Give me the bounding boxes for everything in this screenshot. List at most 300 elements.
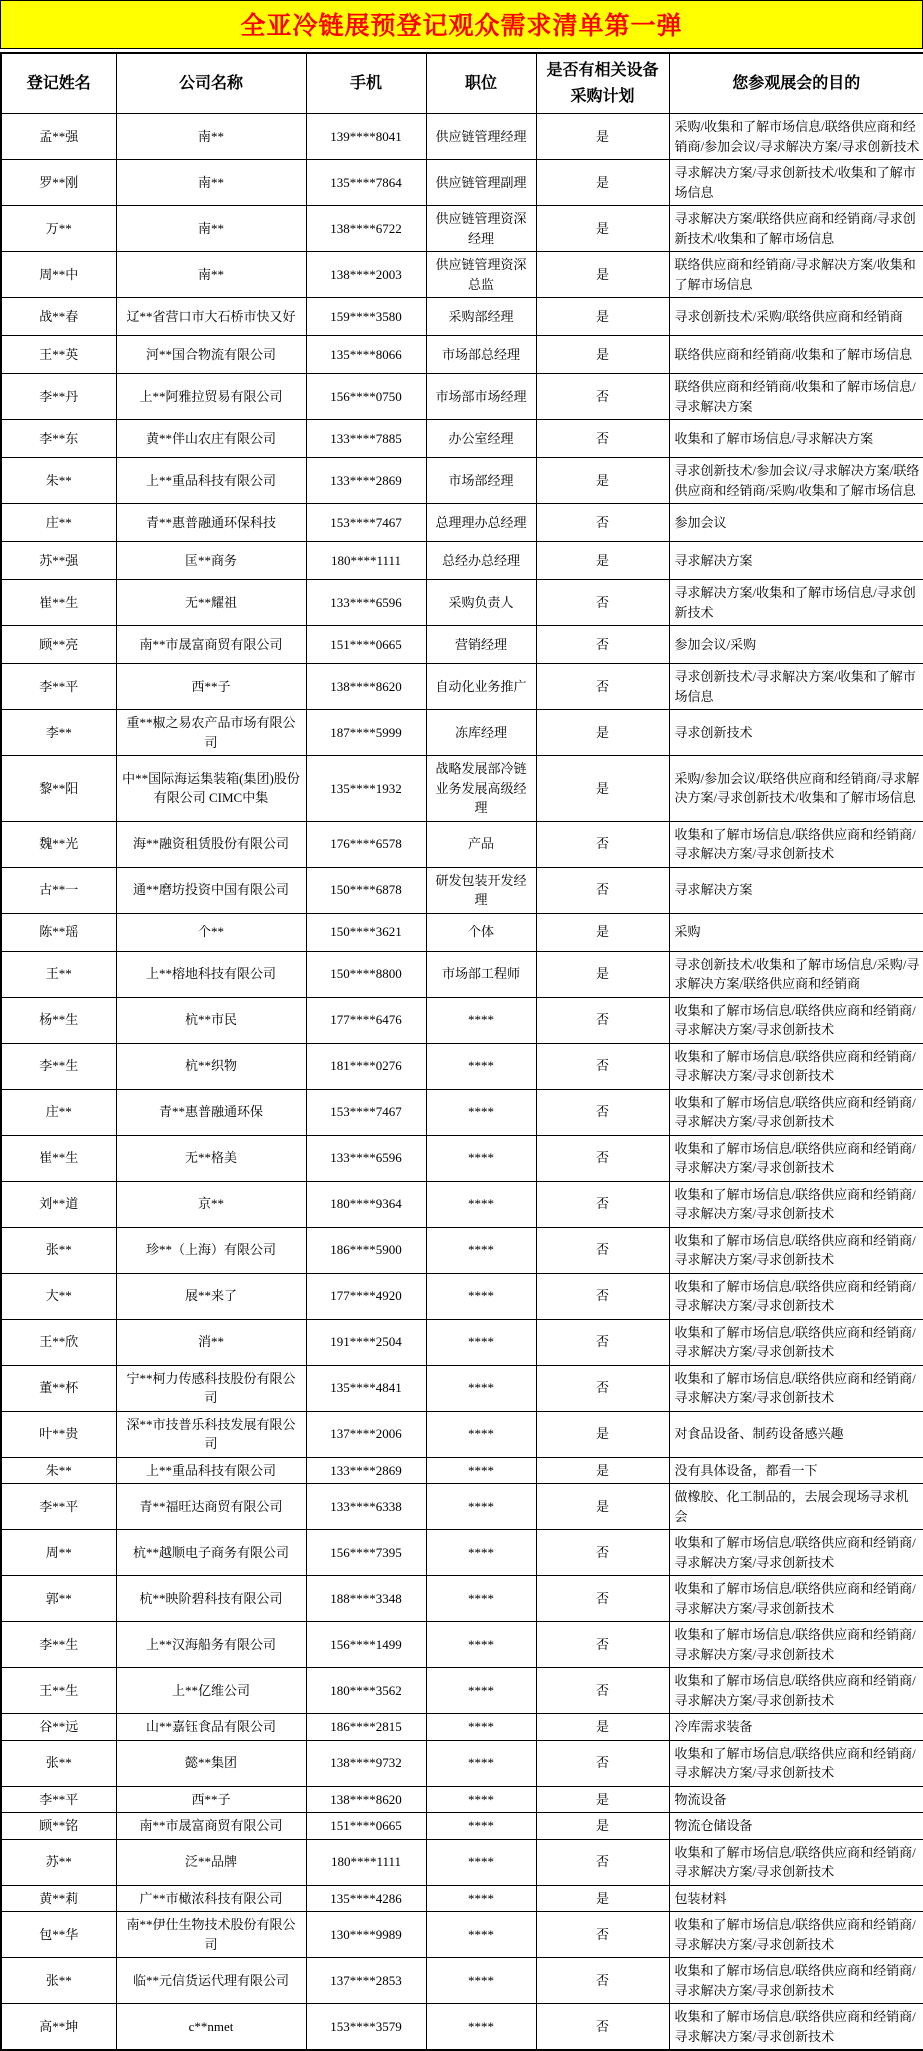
cell-purchase-plan: 否 <box>536 374 669 420</box>
table-row <box>1 2004 923 2051</box>
cell-position: **** <box>426 1411 536 1457</box>
cell-name: 苏**强 <box>1 542 116 580</box>
cell-name: 张** <box>1 1740 116 1786</box>
table-row <box>1 1740 923 1786</box>
cell-company: 辽**省营口市大石桥市快又好 <box>116 298 306 336</box>
cell-position: 冻库经理 <box>426 710 536 756</box>
cell-position: 市场部经理 <box>426 458 536 504</box>
cell-phone: 133****6596 <box>306 580 426 626</box>
table-row <box>1 1576 923 1622</box>
cell-purchase-plan: 否 <box>536 1135 669 1181</box>
table-row <box>1 1043 923 1089</box>
cell-position: **** <box>426 1668 536 1714</box>
cell-phone: 138****8620 <box>306 664 426 710</box>
cell-purchase-plan: 否 <box>536 1181 669 1227</box>
cell-phone: 186****2815 <box>306 1714 426 1741</box>
cell-company: 上**亿维公司 <box>116 1668 306 1714</box>
cell-purchase-plan: 否 <box>536 626 669 664</box>
cell-name: 董**杯 <box>1 1365 116 1411</box>
cell-name: 庄** <box>1 504 116 542</box>
page-title: 全亚冷链展预登记观众需求清单第一弹 <box>240 13 683 40</box>
cell-name: 魏**光 <box>1 821 116 867</box>
cell-company: 个** <box>116 913 306 951</box>
cell-name: 李** <box>1 710 116 756</box>
cell-purpose: 收集和了解市场信息/联络供应商和经销商/寻求解决方案/寻求创新技术 <box>669 1043 923 1089</box>
cell-purpose: 冷库需求装备 <box>669 1714 923 1741</box>
cell-company: 上**榕地科技有限公司 <box>116 951 306 997</box>
cell-name: 战**春 <box>1 298 116 336</box>
cell-position: 采购负责人 <box>426 580 536 626</box>
cell-company: 杭**映阶碧科技有限公司 <box>116 1576 306 1622</box>
cell-purchase-plan: 是 <box>536 710 669 756</box>
cell-purchase-plan: 否 <box>536 420 669 458</box>
table-row <box>1 997 923 1043</box>
cell-name: 王** <box>1 951 116 997</box>
cell-name: 顾**亮 <box>1 626 116 664</box>
table-row <box>1 298 923 336</box>
cell-phone: 180****9364 <box>306 1181 426 1227</box>
cell-company: 重**椒之易农产品市场有限公司 <box>116 710 306 756</box>
cell-purchase-plan: 否 <box>536 821 669 867</box>
header-purchase-plan: 是否有相关设备采购计划 <box>536 53 669 114</box>
cell-position: 供应链管理经理 <box>426 114 536 160</box>
cell-purchase-plan: 是 <box>536 114 669 160</box>
cell-purpose: 收集和了解市场信息/联络供应商和经销商/寻求解决方案/寻求创新技术 <box>669 1181 923 1227</box>
cell-phone: 135****4841 <box>306 1365 426 1411</box>
cell-position: **** <box>426 1135 536 1181</box>
cell-name: 苏** <box>1 1839 116 1885</box>
cell-phone: 135****1932 <box>306 756 426 822</box>
table-row <box>1 756 923 822</box>
cell-company: 青**惠普融通环保 <box>116 1089 306 1135</box>
cell-phone: 156****0750 <box>306 374 426 420</box>
cell-company: 杭**织物 <box>116 1043 306 1089</box>
cell-purpose: 寻求解决方案 <box>669 542 923 580</box>
cell-company: 懿**集团 <box>116 1740 306 1786</box>
cell-company: 南** <box>116 206 306 252</box>
cell-company: 杭**市民 <box>116 997 306 1043</box>
cell-phone: 191****2504 <box>306 1319 426 1365</box>
cell-company: 京** <box>116 1181 306 1227</box>
cell-position: **** <box>426 1786 536 1813</box>
cell-purchase-plan: 否 <box>536 1227 669 1273</box>
cell-purpose: 寻求创新技术/收集和了解市场信息/采购/寻求解决方案/联络供应商和经销商 <box>669 951 923 997</box>
table-row <box>1 580 923 626</box>
cell-name: 庄** <box>1 1089 116 1135</box>
cell-company: 山**嘉钰食品有限公司 <box>116 1714 306 1741</box>
cell-purchase-plan: 是 <box>536 160 669 206</box>
cell-position: 市场部市场经理 <box>426 374 536 420</box>
table-row <box>1 1411 923 1457</box>
cell-company: 南** <box>116 114 306 160</box>
cell-phone: 180****3562 <box>306 1668 426 1714</box>
cell-purpose: 收集和了解市场信息/联络供应商和经销商/寻求解决方案/寻求创新技术 <box>669 1365 923 1411</box>
cell-position: **** <box>426 1622 536 1668</box>
cell-position: **** <box>426 1457 536 1484</box>
table-row <box>1 867 923 913</box>
cell-name: 朱** <box>1 1457 116 1484</box>
header-company: 公司名称 <box>116 53 306 114</box>
cell-phone: 150****3621 <box>306 913 426 951</box>
cell-company: 海**融资租赁股份有限公司 <box>116 821 306 867</box>
cell-position: 采购部经理 <box>426 298 536 336</box>
cell-position: 市场部工程师 <box>426 951 536 997</box>
cell-purpose: 收集和了解市场信息/联络供应商和经销商/寻求解决方案/寻求创新技术 <box>669 1319 923 1365</box>
cell-purpose: 寻求创新技术/寻求解决方案/收集和了解市场信息 <box>669 664 923 710</box>
table-row <box>1 1958 923 2004</box>
cell-purchase-plan: 是 <box>536 542 669 580</box>
cell-purpose: 收集和了解市场信息/联络供应商和经销商/寻求解决方案/寻求创新技术 <box>669 1839 923 1885</box>
cell-phone: 139****8041 <box>306 114 426 160</box>
title-bar <box>0 0 923 49</box>
cell-name: 叶**贵 <box>1 1411 116 1457</box>
cell-name: 杨**生 <box>1 997 116 1043</box>
cell-purchase-plan: 是 <box>536 1457 669 1484</box>
cell-company: 宁**柯力传感科技股份有限公司 <box>116 1365 306 1411</box>
cell-company: 珍**（上海）有限公司 <box>116 1227 306 1273</box>
table-row <box>1 710 923 756</box>
cell-name: 李**生 <box>1 1043 116 1089</box>
cell-company: 深**市技普乐科技发展有限公司 <box>116 1411 306 1457</box>
cell-position: **** <box>426 1273 536 1319</box>
cell-position: **** <box>426 1089 536 1135</box>
cell-purpose: 做橡胶、化工制品的，去展会现场寻求机会 <box>669 1484 923 1530</box>
cell-purpose: 采购/参加会议/联络供应商和经销商/寻求解决方案/寻求创新技术/收集和了解市场信息 <box>669 756 923 822</box>
cell-purpose: 采购 <box>669 913 923 951</box>
cell-purchase-plan: 是 <box>536 458 669 504</box>
cell-purchase-plan: 是 <box>536 298 669 336</box>
cell-phone: 186****5900 <box>306 1227 426 1273</box>
cell-phone: 153****3579 <box>306 2004 426 2051</box>
cell-purpose: 收集和了解市场信息/联络供应商和经销商/寻求解决方案/寻求创新技术 <box>669 997 923 1043</box>
cell-phone: 133****2869 <box>306 1457 426 1484</box>
cell-purpose: 寻求创新技术 <box>669 710 923 756</box>
cell-purpose: 采购/收集和了解市场信息/联络供应商和经销商/参加会议/寻求解决方案/寻求创新技术 <box>669 114 923 160</box>
cell-purpose: 收集和了解市场信息/联络供应商和经销商/寻求解决方案/寻求创新技术 <box>669 1135 923 1181</box>
cell-name: 大** <box>1 1273 116 1319</box>
cell-purchase-plan: 是 <box>536 1411 669 1457</box>
table-row <box>1 821 923 867</box>
cell-position: **** <box>426 1181 536 1227</box>
cell-phone: 176****6578 <box>306 821 426 867</box>
cell-position: **** <box>426 1043 536 1089</box>
cell-phone: 159****3580 <box>306 298 426 336</box>
cell-purpose: 收集和了解市场信息/联络供应商和经销商/寻求解决方案/寻求创新技术 <box>669 1668 923 1714</box>
cell-name: 孟**强 <box>1 114 116 160</box>
cell-position: **** <box>426 2004 536 2051</box>
cell-company: 泛**品牌 <box>116 1839 306 1885</box>
cell-company: 上**汉海船务有限公司 <box>116 1622 306 1668</box>
cell-purchase-plan: 是 <box>536 1484 669 1530</box>
cell-position: **** <box>426 997 536 1043</box>
cell-name: 王**英 <box>1 336 116 374</box>
table-row <box>1 1668 923 1714</box>
cell-company: 南** <box>116 252 306 298</box>
cell-name: 李**平 <box>1 1484 116 1530</box>
cell-position: 供应链管理副理 <box>426 160 536 206</box>
cell-purchase-plan: 否 <box>536 1576 669 1622</box>
cell-phone: 133****6596 <box>306 1135 426 1181</box>
cell-purchase-plan: 是 <box>536 206 669 252</box>
cell-position: 自动化业务推广 <box>426 664 536 710</box>
cell-phone: 137****2006 <box>306 1411 426 1457</box>
cell-name: 崔**生 <box>1 1135 116 1181</box>
cell-company: 中**国际海运集装箱(集团)股份有限公司 CIMC中集 <box>116 756 306 822</box>
table-row <box>1 1457 923 1484</box>
cell-phone: 138****2003 <box>306 252 426 298</box>
cell-company: 河**国合物流有限公司 <box>116 336 306 374</box>
table-row <box>1 951 923 997</box>
cell-phone: 151****0665 <box>306 626 426 664</box>
cell-purpose: 收集和了解市场信息/联络供应商和经销商/寻求解决方案/寻求创新技术 <box>669 1576 923 1622</box>
cell-purpose: 收集和了解市场信息/联络供应商和经销商/寻求解决方案/寻求创新技术 <box>669 1622 923 1668</box>
cell-purchase-plan: 否 <box>536 997 669 1043</box>
cell-phone: 156****7395 <box>306 1530 426 1576</box>
cell-position: **** <box>426 1319 536 1365</box>
cell-position: **** <box>426 1714 536 1741</box>
cell-purchase-plan: 是 <box>536 1885 669 1912</box>
cell-purchase-plan: 否 <box>536 664 669 710</box>
cell-purpose: 寻求解决方案 <box>669 867 923 913</box>
table-row <box>1 114 923 160</box>
cell-company: 匡**商务 <box>116 542 306 580</box>
cell-position: 产品 <box>426 821 536 867</box>
cell-purpose: 物流设备 <box>669 1786 923 1813</box>
cell-purchase-plan: 是 <box>536 1813 669 1840</box>
cell-phone: 188****3348 <box>306 1576 426 1622</box>
cell-name: 张** <box>1 1227 116 1273</box>
cell-name: 刘**道 <box>1 1181 116 1227</box>
cell-phone: 150****8800 <box>306 951 426 997</box>
cell-phone: 180****1111 <box>306 542 426 580</box>
cell-position: 研发包装开发经理 <box>426 867 536 913</box>
cell-phone: 180****1111 <box>306 1839 426 1885</box>
table-row <box>1 458 923 504</box>
cell-company: 黄**伴山农庄有限公司 <box>116 420 306 458</box>
table-row <box>1 1365 923 1411</box>
cell-purpose: 联络供应商和经销商/收集和了解市场信息/寻求解决方案 <box>669 374 923 420</box>
cell-purchase-plan: 否 <box>536 1089 669 1135</box>
table-row <box>1 1813 923 1840</box>
cell-purpose: 收集和了解市场信息/联络供应商和经销商/寻求解决方案/寻求创新技术 <box>669 2004 923 2051</box>
cell-purchase-plan: 否 <box>536 867 669 913</box>
table-row <box>1 420 923 458</box>
cell-company: 西**子 <box>116 664 306 710</box>
cell-purchase-plan: 否 <box>536 1273 669 1319</box>
cell-purpose: 收集和了解市场信息/联络供应商和经销商/寻求解决方案/寻求创新技术 <box>669 1912 923 1958</box>
cell-name: 朱** <box>1 458 116 504</box>
cell-purpose: 收集和了解市场信息/寻求解决方案 <box>669 420 923 458</box>
table-row <box>1 160 923 206</box>
cell-purpose: 收集和了解市场信息/联络供应商和经销商/寻求解决方案/寻求创新技术 <box>669 1740 923 1786</box>
table-row <box>1 542 923 580</box>
cell-purchase-plan: 是 <box>536 1786 669 1813</box>
header-name: 登记姓名 <box>1 53 116 114</box>
cell-purchase-plan: 否 <box>536 1740 669 1786</box>
cell-phone: 138****9732 <box>306 1740 426 1786</box>
cell-name: 周**中 <box>1 252 116 298</box>
cell-phone: 135****8066 <box>306 336 426 374</box>
header-purpose: 您参观展会的目的 <box>669 53 923 114</box>
cell-name: 古**一 <box>1 867 116 913</box>
cell-company: 临**元信货运代理有限公司 <box>116 1958 306 2004</box>
table-row <box>1 1273 923 1319</box>
cell-phone: 150****6878 <box>306 867 426 913</box>
cell-name: 高**坤 <box>1 2004 116 2051</box>
header-position: 职位 <box>426 53 536 114</box>
cell-purchase-plan: 否 <box>536 1365 669 1411</box>
table-row <box>1 1530 923 1576</box>
cell-company: 南**市晟富商贸有限公司 <box>116 626 306 664</box>
cell-phone: 187****5999 <box>306 710 426 756</box>
cell-name: 李**丹 <box>1 374 116 420</box>
cell-company: 南**伊仕生物技术股份有限公司 <box>116 1912 306 1958</box>
cell-purpose: 寻求创新技术/采购/联络供应商和经销商 <box>669 298 923 336</box>
cell-purchase-plan: 否 <box>536 504 669 542</box>
cell-name: 谷**远 <box>1 1714 116 1741</box>
cell-purpose: 收集和了解市场信息/联络供应商和经销商/寻求解决方案/寻求创新技术 <box>669 821 923 867</box>
cell-name: 包**华 <box>1 1912 116 1958</box>
cell-phone: 181****0276 <box>306 1043 426 1089</box>
cell-phone: 135****4286 <box>306 1885 426 1912</box>
cell-name: 顾**铭 <box>1 1813 116 1840</box>
cell-name: 王**欣 <box>1 1319 116 1365</box>
cell-purpose: 收集和了解市场信息/联络供应商和经销商/寻求解决方案/寻求创新技术 <box>669 1273 923 1319</box>
table-row <box>1 1839 923 1885</box>
cell-purchase-plan: 是 <box>536 951 669 997</box>
table-row <box>1 336 923 374</box>
cell-phone: 156****1499 <box>306 1622 426 1668</box>
cell-purpose: 收集和了解市场信息/联络供应商和经销商/寻求解决方案/寻求创新技术 <box>669 1958 923 2004</box>
cell-purchase-plan: 否 <box>536 1668 669 1714</box>
cell-position: 供应链管理资深经理 <box>426 206 536 252</box>
cell-position: 办公室经理 <box>426 420 536 458</box>
table-row <box>1 1714 923 1741</box>
cell-purpose: 参加会议/采购 <box>669 626 923 664</box>
cell-purchase-plan: 是 <box>536 1714 669 1741</box>
cell-company: 广**市橄浓科技有限公司 <box>116 1885 306 1912</box>
cell-purchase-plan: 否 <box>536 1622 669 1668</box>
cell-company: 通**磨坊投资中国有限公司 <box>116 867 306 913</box>
cell-name: 李**生 <box>1 1622 116 1668</box>
cell-name: 万** <box>1 206 116 252</box>
cell-position: 总经办总经理 <box>426 542 536 580</box>
cell-name: 郭** <box>1 1576 116 1622</box>
cell-name: 张** <box>1 1958 116 2004</box>
cell-company: 上**重品科技有限公司 <box>116 1457 306 1484</box>
cell-position: 战略发展部冷链业务发展高级经理 <box>426 756 536 822</box>
cell-purchase-plan: 是 <box>536 252 669 298</box>
cell-company: 上**阿雅拉贸易有限公司 <box>116 374 306 420</box>
cell-phone: 151****0665 <box>306 1813 426 1840</box>
cell-company: 青**福旺达商贸有限公司 <box>116 1484 306 1530</box>
cell-company: 南**市晟富商贸有限公司 <box>116 1813 306 1840</box>
cell-purpose: 收集和了解市场信息/联络供应商和经销商/寻求解决方案/寻求创新技术 <box>669 1530 923 1576</box>
table-row <box>1 1885 923 1912</box>
cell-purpose: 联络供应商和经销商/收集和了解市场信息 <box>669 336 923 374</box>
cell-phone: 135****7864 <box>306 160 426 206</box>
table-row <box>1 1912 923 1958</box>
cell-purpose: 联络供应商和经销商/寻求解决方案/收集和了解市场信息 <box>669 252 923 298</box>
cell-purpose: 寻求创新技术/参加会议/寻求解决方案/联络供应商和经销商/采购/收集和了解市场信息 <box>669 458 923 504</box>
cell-position: 市场部总经理 <box>426 336 536 374</box>
registration-table <box>0 52 923 2051</box>
cell-company: 南** <box>116 160 306 206</box>
table-row <box>1 1089 923 1135</box>
cell-purchase-plan: 否 <box>536 1043 669 1089</box>
cell-purchase-plan: 是 <box>536 913 669 951</box>
cell-company: 西**子 <box>116 1786 306 1813</box>
cell-position: 供应链管理资深总监 <box>426 252 536 298</box>
cell-purpose: 收集和了解市场信息/联络供应商和经销商/寻求解决方案/寻求创新技术 <box>669 1089 923 1135</box>
table-row <box>1 374 923 420</box>
cell-company: 无**耀祖 <box>116 580 306 626</box>
cell-position: **** <box>426 1365 536 1411</box>
cell-phone: 133****2869 <box>306 458 426 504</box>
cell-name: 周** <box>1 1530 116 1576</box>
cell-position: **** <box>426 1484 536 1530</box>
cell-purpose: 物流仓储设备 <box>669 1813 923 1840</box>
cell-name: 陈**瑶 <box>1 913 116 951</box>
table-row <box>1 1786 923 1813</box>
cell-company: 上**重品科技有限公司 <box>116 458 306 504</box>
cell-purchase-plan: 否 <box>536 580 669 626</box>
cell-purpose: 寻求解决方案/收集和了解市场信息/寻求创新技术 <box>669 580 923 626</box>
cell-purchase-plan: 否 <box>536 2004 669 2051</box>
cell-name: 李**平 <box>1 664 116 710</box>
cell-company: 杭**越顺电子商务有限公司 <box>116 1530 306 1576</box>
cell-name: 罗**刚 <box>1 160 116 206</box>
cell-purchase-plan: 否 <box>536 1958 669 2004</box>
cell-phone: 153****7467 <box>306 504 426 542</box>
table-row <box>1 504 923 542</box>
table-row <box>1 1484 923 1530</box>
cell-purpose: 没有具体设备，都看一下 <box>669 1457 923 1484</box>
cell-company: 消** <box>116 1319 306 1365</box>
cell-phone: 133****6338 <box>306 1484 426 1530</box>
cell-purpose: 寻求解决方案/寻求创新技术/收集和了解市场信息 <box>669 160 923 206</box>
cell-phone: 153****7467 <box>306 1089 426 1135</box>
cell-phone: 177****4920 <box>306 1273 426 1319</box>
cell-position: **** <box>426 1576 536 1622</box>
cell-position: **** <box>426 1958 536 2004</box>
cell-position: **** <box>426 1740 536 1786</box>
cell-company: c**nmet <box>116 2004 306 2051</box>
cell-phone: 137****2853 <box>306 1958 426 2004</box>
cell-name: 黎**阳 <box>1 756 116 822</box>
cell-phone: 177****6476 <box>306 997 426 1043</box>
cell-position: **** <box>426 1813 536 1840</box>
cell-position: **** <box>426 1885 536 1912</box>
cell-phone: 138****8620 <box>306 1786 426 1813</box>
table-row <box>1 626 923 664</box>
cell-purchase-plan: 否 <box>536 1912 669 1958</box>
cell-purchase-plan: 是 <box>536 336 669 374</box>
cell-name: 王**生 <box>1 1668 116 1714</box>
cell-name: 黄**莉 <box>1 1885 116 1912</box>
cell-purpose: 寻求解决方案/联络供应商和经销商/寻求创新技术/收集和了解市场信息 <box>669 206 923 252</box>
cell-name: 李**平 <box>1 1786 116 1813</box>
cell-position: **** <box>426 1227 536 1273</box>
table-row <box>1 252 923 298</box>
cell-company: 青**惠普融通环保科技 <box>116 504 306 542</box>
cell-company: 展**来了 <box>116 1273 306 1319</box>
cell-purpose: 参加会议 <box>669 504 923 542</box>
cell-position: 总理理办总经理 <box>426 504 536 542</box>
cell-purchase-plan: 否 <box>536 1530 669 1576</box>
cell-company: 无**格美 <box>116 1135 306 1181</box>
cell-position: **** <box>426 1912 536 1958</box>
